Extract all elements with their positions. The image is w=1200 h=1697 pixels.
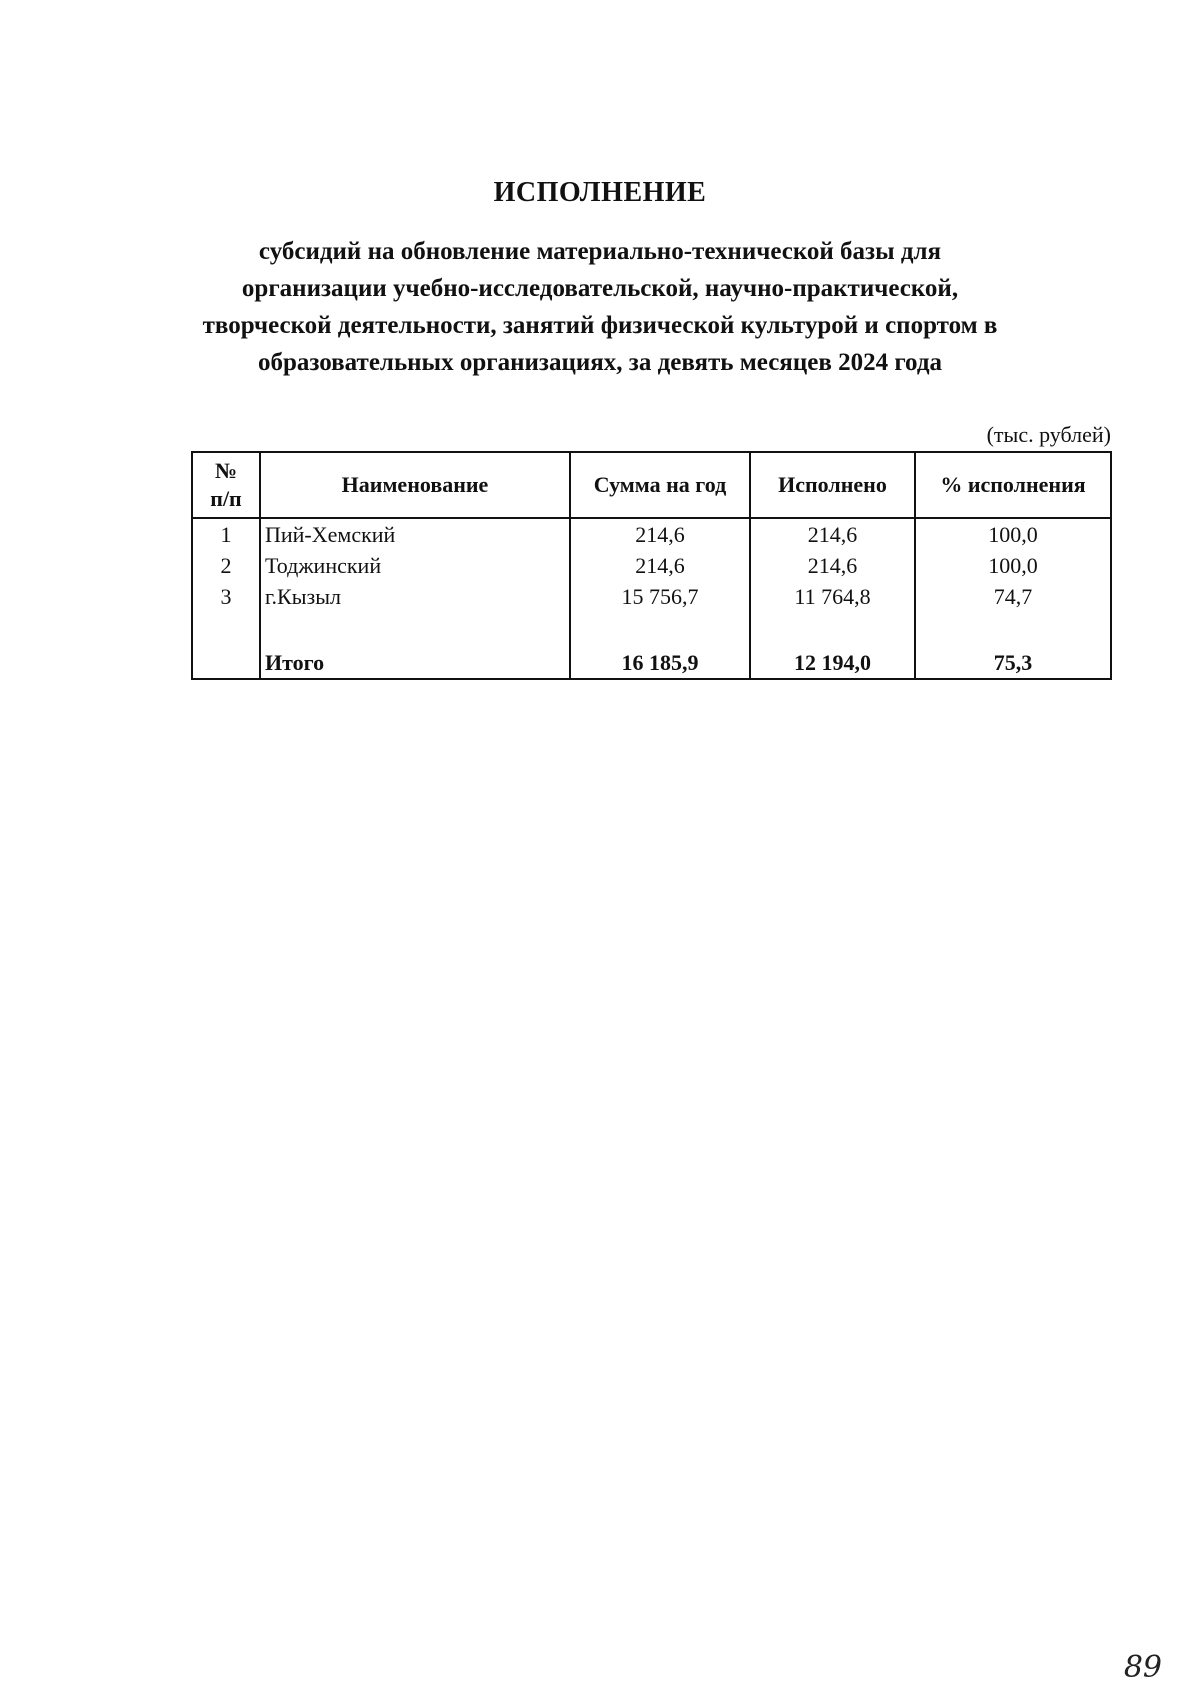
cell-name: г.Кызыл — [260, 581, 570, 612]
header-number — [192, 452, 260, 518]
header-number-abbrev: п/п — [210, 486, 242, 511]
cell-number: 3 — [192, 581, 260, 612]
subtitle-line: образовательных организациях, за девять месяцев 2024 года — [258, 349, 942, 376]
document-title: ИСПОЛНЕНИЕ — [493, 177, 707, 208]
header-annual-sum: Сумма на год — [570, 452, 750, 518]
cell-annual-sum: 214,6 — [570, 518, 750, 550]
cell-execution-percent: 100,0 — [915, 550, 1111, 581]
cell-executed: 214,6 — [750, 518, 915, 550]
subtitle-line: организации учебно-исследовательской, научно-практической, — [241, 275, 959, 302]
cell-execution-percent: 100,0 — [915, 518, 1111, 550]
cell-name: Тоджинский — [260, 550, 570, 581]
cell-number: 2 — [192, 550, 260, 581]
cell-total-execution-percent: 75,3 — [915, 646, 1111, 679]
cell-annual-sum: 214,6 — [570, 550, 750, 581]
table-spacer-row — [192, 612, 1111, 646]
cell-total-executed: 12 194,0 — [750, 646, 915, 679]
table-total-row — [192, 646, 1111, 679]
table-row — [192, 581, 1111, 612]
units-label: (тыс. рублей) — [986, 422, 1111, 447]
cell-number — [192, 646, 260, 679]
cell-execution-percent: 74,7 — [915, 581, 1111, 612]
page-number: 89 — [1123, 1650, 1162, 1685]
header-execution-percent: % исполнения — [915, 452, 1111, 518]
cell-annual-sum: 15 756,7 — [570, 581, 750, 612]
subtitle-line: субсидий на обновление материально-технической базы для — [258, 238, 942, 265]
cell-number: 1 — [192, 518, 260, 550]
table-header-row — [192, 452, 1111, 518]
header-name: Наименование — [260, 452, 570, 518]
header-number-sign: № — [214, 458, 238, 483]
document-subtitle — [0, 233, 1200, 381]
table-row — [192, 518, 1111, 550]
table-row — [192, 550, 1111, 581]
subtitle-line: творческой деятельности, занятий физической культурой и спортом в — [202, 312, 998, 339]
cell-executed: 11 764,8 — [750, 581, 915, 612]
cell-name: Пий-Хемский — [260, 518, 570, 550]
header-executed: Исполнено — [750, 452, 915, 518]
cell-executed: 214,6 — [750, 550, 915, 581]
cell-total-annual-sum: 16 185,9 — [570, 646, 750, 679]
execution-table — [191, 451, 1112, 680]
cell-total-label: Итого — [260, 646, 570, 679]
